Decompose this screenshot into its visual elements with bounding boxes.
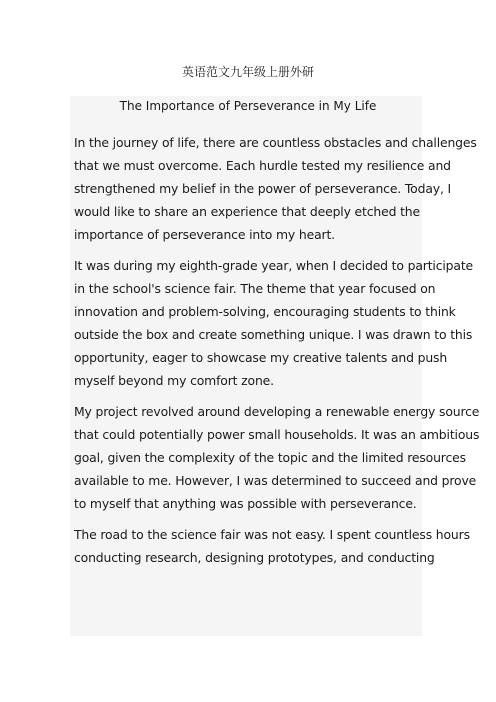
text-line: In the journey of life, there are countless obstacles and challenges — [74, 135, 477, 150]
text-line: outside the box and create something unique. I was drawn to this — [74, 327, 473, 342]
text-line: available to me. However, I was determined to succeed and prove — [74, 473, 477, 488]
essay-body — [74, 131, 480, 577]
text-line: myself beyond my comfort zone. — [74, 373, 274, 388]
text-line: that we must overcome. Each hurdle tested my resilience and — [74, 158, 451, 173]
text-line: importance of perseverance into my heart. — [74, 227, 335, 242]
text-line: conducting research, designing prototypes, and conducting — [74, 550, 435, 565]
text-line: innovation and problem-solving, encouraging students to think — [74, 304, 456, 319]
paragraph-2 — [74, 254, 473, 392]
paragraph-3 — [74, 400, 480, 515]
text-line: opportunity, eager to showcase my creative talents and push — [74, 350, 448, 365]
essay-title: The Importance of Perseverance in My Life — [119, 99, 377, 113]
text-line: to myself that anything was possible with perseverance. — [74, 496, 417, 511]
paragraph-4 — [74, 523, 470, 569]
text-line: My project revolved around developing a renewable energy source — [74, 404, 480, 419]
text-line: goal, given the complexity of the topic and the limited resources — [74, 450, 466, 465]
text-line: in the school's science fair. The theme that year focused on — [74, 281, 436, 296]
text-line: It was during my eighth-grade year, when I decided to participate — [74, 258, 473, 273]
text-line: that could potentially power small households. It was an ambitious — [74, 427, 480, 442]
text-line: The road to the science fair was not easy. I spent countless hours — [74, 527, 470, 542]
text-line: strengthened my belief in the power of perseverance. Today, I — [74, 181, 452, 196]
text-line: would like to share an experience that deeply etched the — [74, 204, 420, 219]
paragraph-1 — [74, 131, 477, 246]
document-title: 英语范文九年级上册外研 — [181, 65, 314, 79]
